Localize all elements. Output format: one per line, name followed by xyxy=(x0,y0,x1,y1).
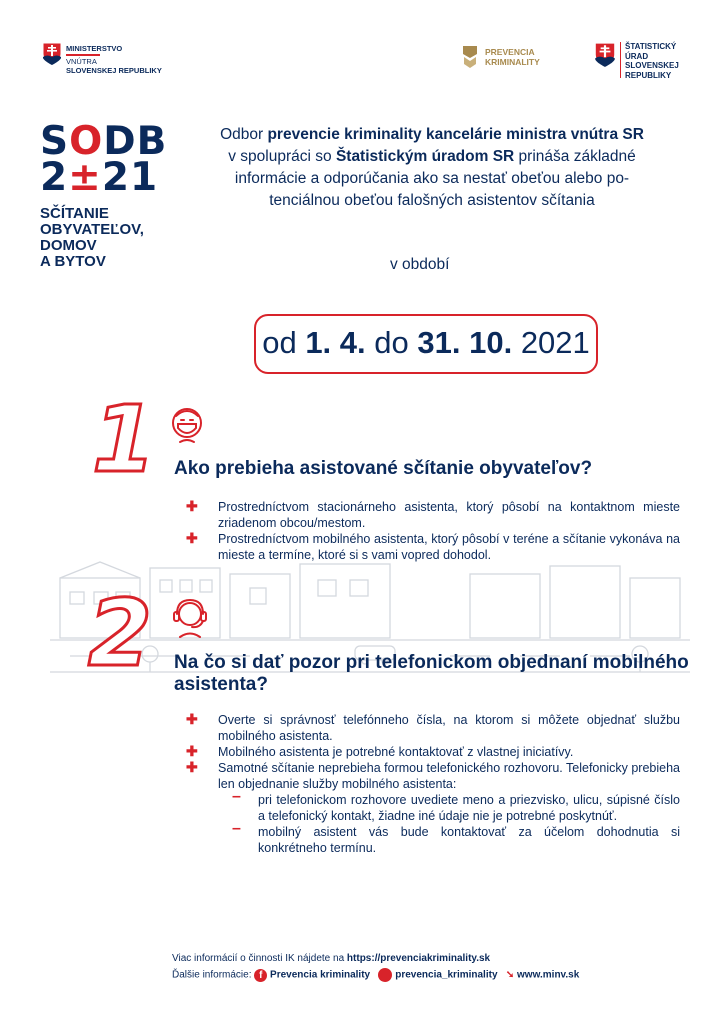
date-to: 31. 10. xyxy=(417,325,513,360)
sub-list-item: – mobilný asistent vás bude kontaktovať za účelom dohodnutia si konkrétneho termínu. xyxy=(232,820,680,855)
person-mask-icon xyxy=(168,404,206,446)
section2-heading: Na čo si dať pozor pri telefonickom objednaní mobilného asistenta? xyxy=(174,652,689,695)
date-year: 2021 xyxy=(520,325,590,360)
section2-list xyxy=(186,712,680,856)
sodb-sub-line2: OBYVATEĽOV, xyxy=(40,221,144,238)
plus-bullet-icon: ✚ xyxy=(186,711,198,727)
footer-line1: Viac informácií o činnosti IK nájdete na xyxy=(172,953,347,964)
prevention-emblem-icon xyxy=(461,44,479,70)
dash-bullet-icon: – xyxy=(232,820,241,837)
footer-line2: Ďalšie informácie: xyxy=(172,969,255,981)
minv-web-link[interactable]: www.minv.sk xyxy=(517,969,580,981)
prevention-line1: PREVENCIA xyxy=(485,47,535,57)
sodb-o: O xyxy=(69,119,104,164)
intro-line1-bold: prevencie kriminality kancelárie ministra vnútra SR xyxy=(267,126,644,143)
sodb-sub-line3: DOMOV xyxy=(40,237,97,254)
section1-list xyxy=(186,499,680,563)
date-od: od xyxy=(262,325,297,360)
statistics-line1: ŠTATISTICKÝ xyxy=(625,42,677,51)
list-item: ✚ Prostredníctvom mobilného asistenta, ktorý pôsobí v teréne a sčítanie vykonáva na mieste a termíne, ktoré si s vami vopred dohodol. xyxy=(186,530,680,562)
ministry-line3: SLOVENSKEJ REPUBLIKY xyxy=(66,65,162,75)
sodb-s: S xyxy=(40,119,70,164)
ministry-line2: VNÚTRA xyxy=(66,56,97,66)
slovak-coat-of-arms-icon xyxy=(42,42,62,66)
list-item: ✚ Samotné sčítanie neprebieha formou telefonického rozhovoru. Telefonicky prebieha len objednanie služby mobilného asistenta: – pri telefonickom rozhovore uvediete meno a priezvisko, ulicu, súpisné číslo a telefonický kontakt, žiadne iné údaje nie je potrebné poskytnúť. – mobilný asistent vás bude kontaktovať za účelom dohodnutia si konkrétneho termínu. xyxy=(186,759,680,855)
section2-sublist xyxy=(218,788,680,856)
list-item: ✚ Overte si správnosť telefónneho čísla, na ktorom si môžete objednať službu mobilného asistenta. xyxy=(186,711,680,743)
section2-number: 2 xyxy=(88,580,153,687)
sodb-2: 2 xyxy=(40,155,69,200)
intro-text xyxy=(172,124,692,212)
facebook-link[interactable]: Prevencia kriminality xyxy=(270,969,371,981)
sub-list-item: – pri telefonickom rozhovore uvediete meno a priezvisko, ulicu, súpisné číslo a telefonický kontakt, žiadne iné údaje nie je potrebné poskytnúť. xyxy=(232,788,680,823)
intro-line2-rest: prináša základné xyxy=(514,148,636,165)
prevention-line2: KRIMINALITY xyxy=(485,57,540,67)
intro-line1-a: Odbor xyxy=(220,126,268,143)
plus-bullet-icon: ✚ xyxy=(186,743,198,759)
plus-bullet-icon: ✚ xyxy=(186,498,198,514)
date-range-box xyxy=(254,314,598,374)
period-label: v období xyxy=(390,256,450,273)
footer xyxy=(172,952,692,983)
list-item: ✚ Prostredníctvom stacionárneho asistenta, ktorý pôsobí na kontaktnom mieste zriadenom obcou/mestom. xyxy=(186,498,680,530)
sodb-21: 21 xyxy=(101,155,159,200)
sodb-sub-line1: SČÍTANIE xyxy=(40,205,109,222)
facebook-icon: f xyxy=(254,969,267,982)
statistics-line2: ÚRAD xyxy=(625,51,649,61)
list-item: ✚ Mobilného asistenta je potrebné kontaktovať z vlastnej iniciatívy. xyxy=(186,743,574,759)
instagram-link[interactable]: prevencia_kriminality xyxy=(395,969,498,981)
sodb-db: DB xyxy=(103,119,168,164)
intro-line4: tenciálnou obeťou falošných asistentov sčítania xyxy=(269,192,595,209)
instagram-icon xyxy=(378,968,392,982)
section1-heading: Ako prebieha asistované sčítanie obyvateľov? xyxy=(174,458,593,479)
ministry-line1: MINISTERSTVO xyxy=(66,44,123,53)
date-do: do xyxy=(374,325,409,360)
dash-bullet-icon: – xyxy=(232,788,241,805)
slovak-coat-of-arms-icon xyxy=(594,42,616,68)
date-from: 1. 4. xyxy=(305,325,366,360)
sodb-plusminus: ± xyxy=(68,155,102,200)
intro-line2-bold: Štatistickým úradom SR xyxy=(335,148,515,165)
cursor-icon: ➘ xyxy=(505,969,515,981)
statistics-line4: REPUBLIKY xyxy=(625,70,672,80)
intro-line3: informácie a odporúčania ako sa nestať obeťou alebo po- xyxy=(234,170,630,187)
intro-line2-a: v spolupráci so xyxy=(228,148,336,165)
section1-number: 1 xyxy=(92,386,157,493)
plus-bullet-icon: ✚ xyxy=(186,759,198,775)
plus-bullet-icon: ✚ xyxy=(186,530,198,546)
statistics-line3: SLOVENSKEJ xyxy=(625,61,679,70)
sodb-sub-line4: A BYTOV xyxy=(40,253,106,270)
headset-operator-icon xyxy=(170,596,210,640)
sodb-logo xyxy=(40,119,168,270)
footer-website-link[interactable]: https://prevenciakriminality.sk xyxy=(346,953,491,964)
